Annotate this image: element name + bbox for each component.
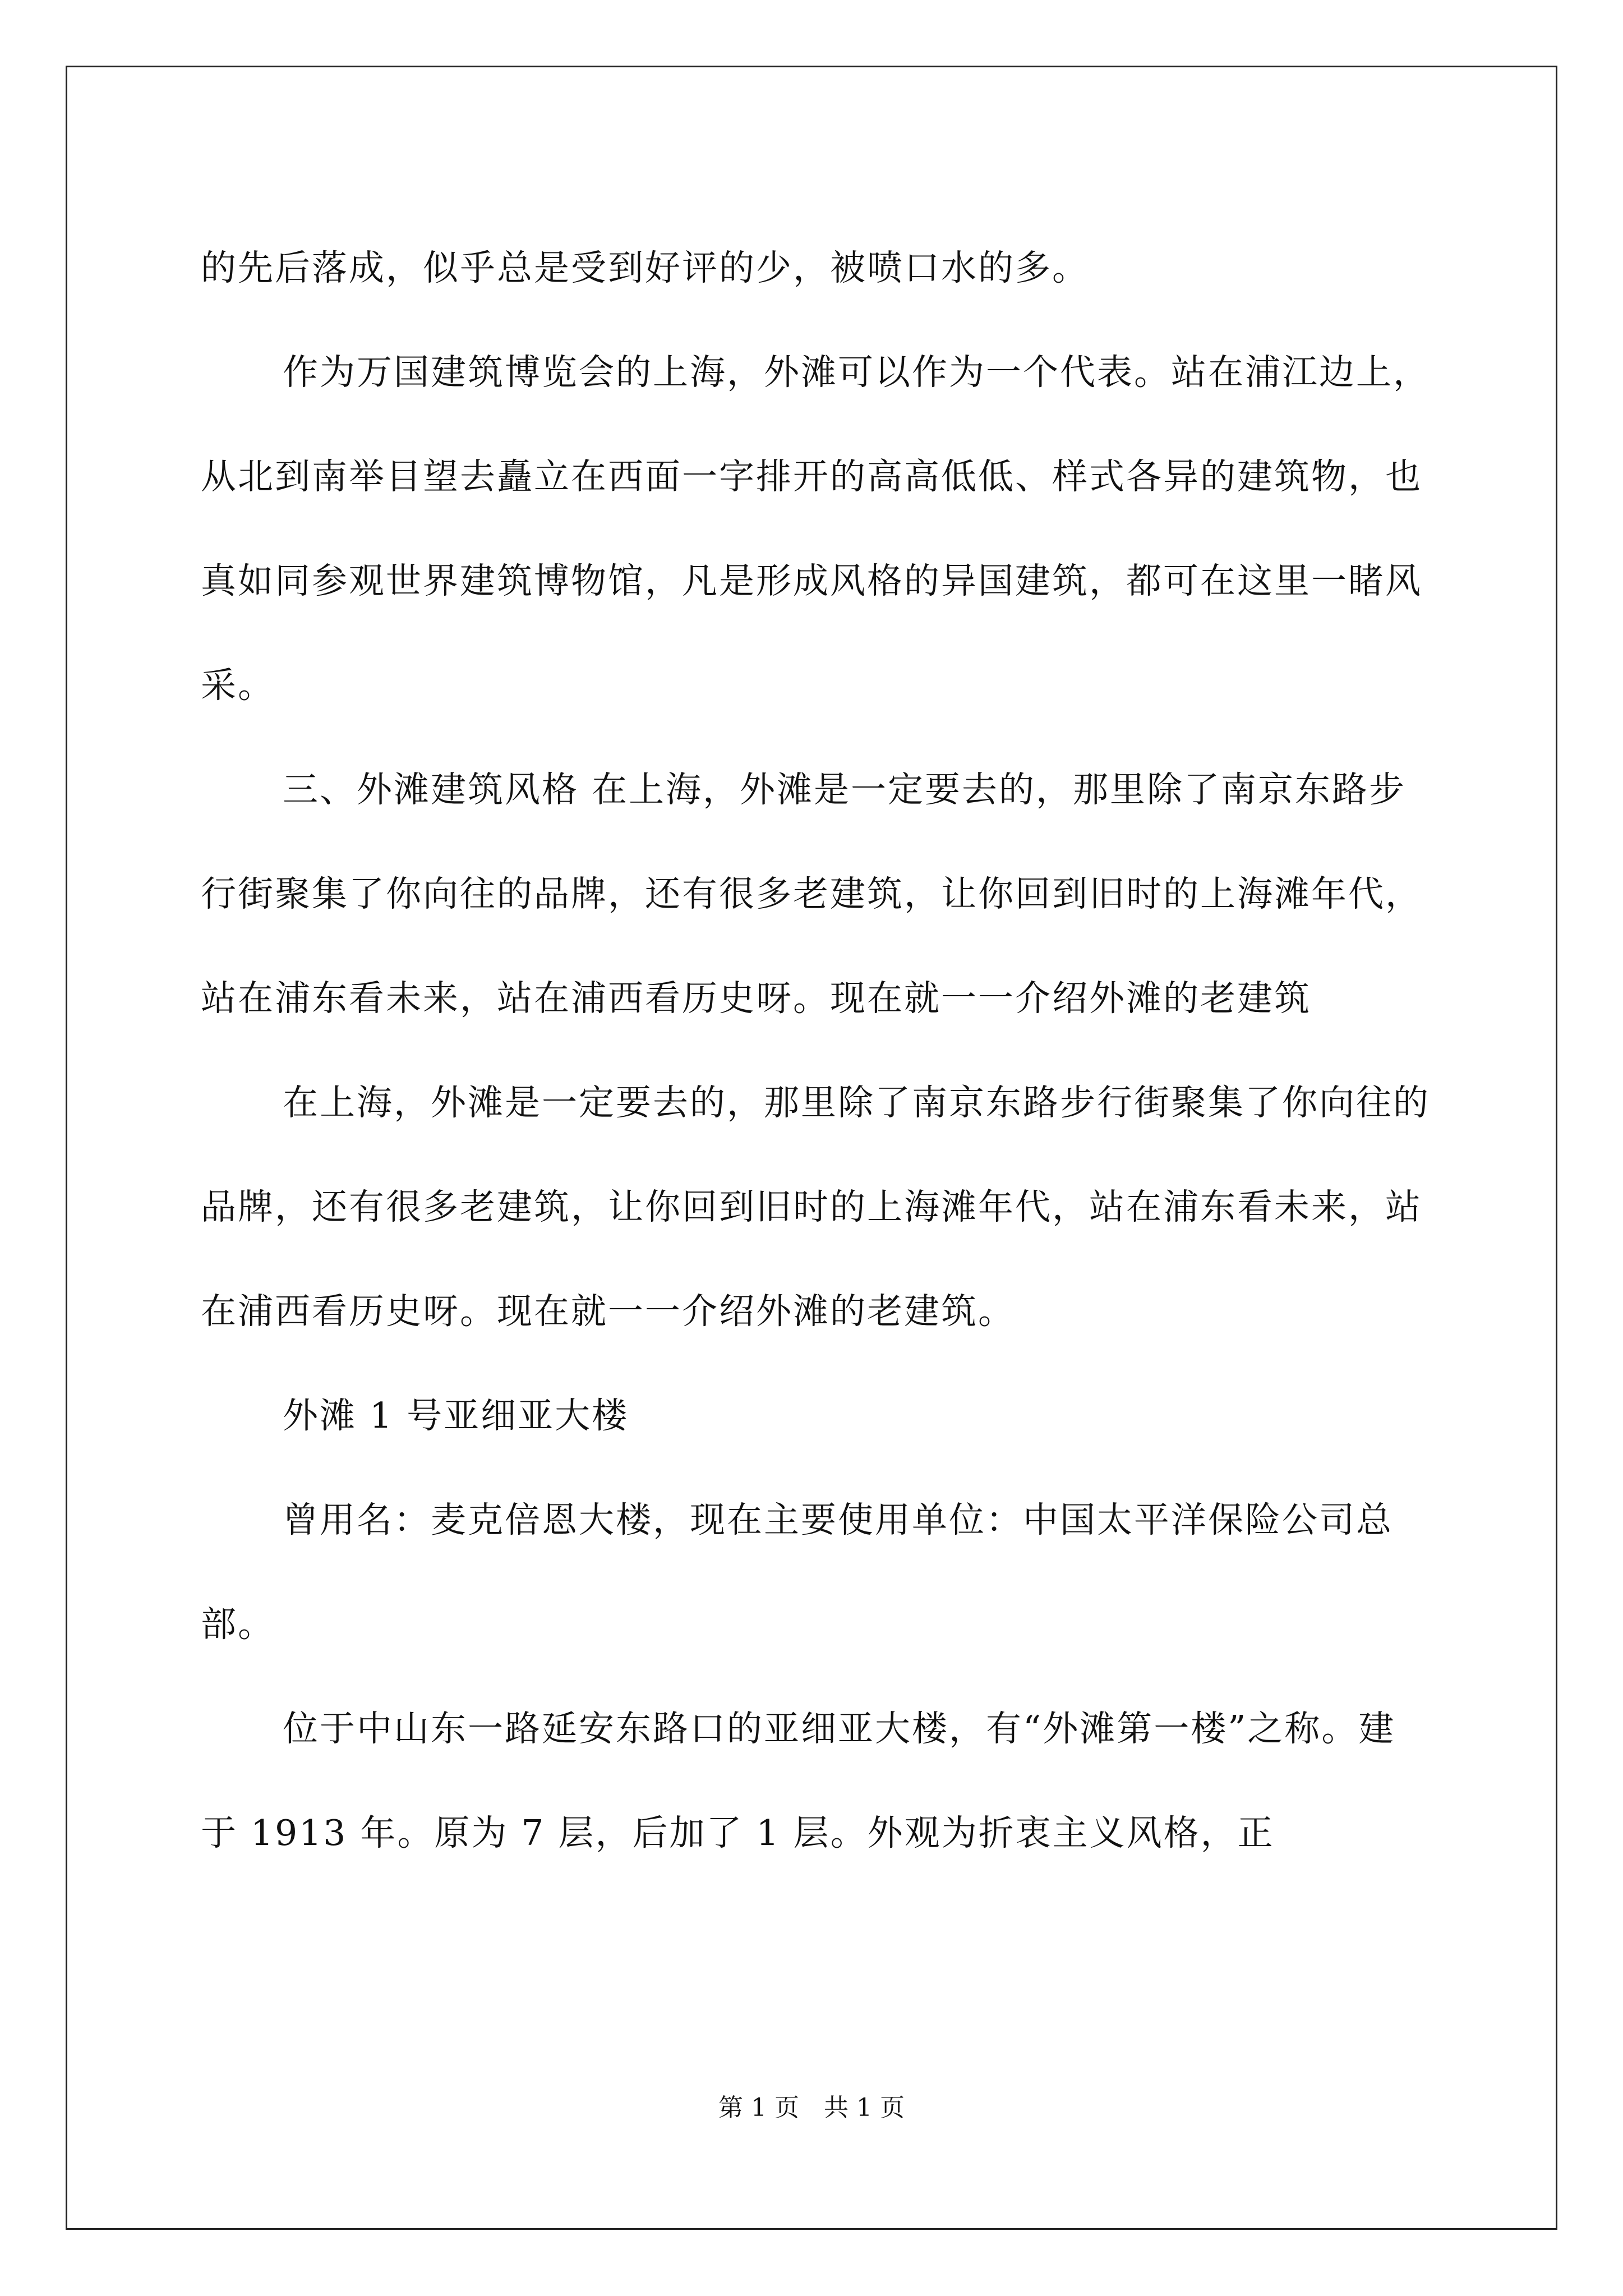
document-body (201, 216, 1432, 1885)
paragraph-3: 三、外滩建筑风格 在上海，外滩是一定要去的，那里除了南京东路步行街聚集了你向往的品牌，还有很多老建筑，让你回到旧时的上海滩年代，站在浦东看未来，站在浦西看历史呀。现在就一一介绍外滩的老建筑 (201, 769, 1422, 1019)
paragraph-4: 在上海，外滩是一定要去的，那里除了南京东路步行街聚集了你向往的品牌，还有很多老建筑，让你回到旧时的上海滩年代，站在浦东看未来，站在浦西看历史呀。现在就一一介绍外滩的老建筑。 (201, 1082, 1430, 1332)
paragraph-1: 的先后落成，似乎总是受到好评的少，被喷口水的多。 (201, 247, 1089, 288)
page-number-footer: 第 1 页 共 1 页 (718, 2093, 905, 2122)
paragraph-2: 作为万国建筑博览会的上海，外滩可以作为一个代表。站在浦江边上，从北到南举目望去矗立在西面一字排开的高高低低、样式各异的建筑物，也真如同参观世界建筑博物馆，凡是形成风格的异国建筑，都可在这里一睹风采。 (201, 352, 1430, 706)
paragraph-former-name: 曾用名：麦克倍恩大楼，现在主要使用单位：中国太平洋保险公司总部。 (201, 1499, 1393, 1645)
paragraph-asia-building: 位于中山东一路延安东路口的亚细亚大楼，有“外滩第一楼”之称。建于 1913 年。原为 7 层，后加了 1 层。外观为折衷主义风格，正 (201, 1708, 1396, 1853)
heading-bund-building-1: 外滩 1 号亚细亚大楼 (283, 1395, 629, 1436)
